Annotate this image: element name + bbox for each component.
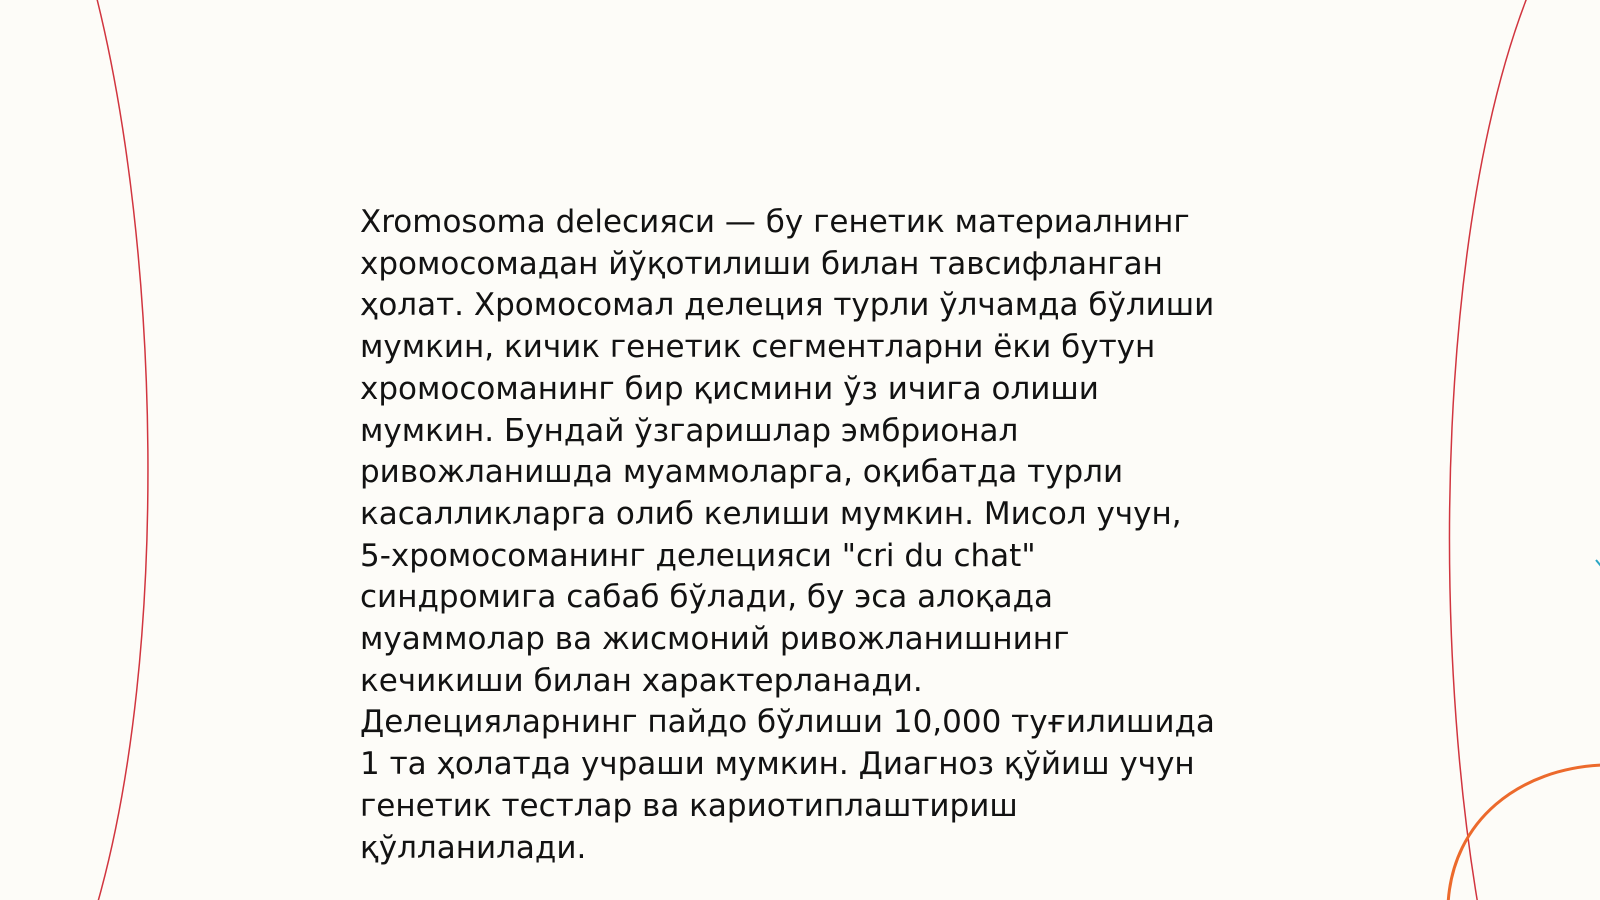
right-curve-line bbox=[1449, 0, 1528, 900]
paragraph-line-14: 1 та ҳолатда учраши мумкин. Диагноз қўйиш учун bbox=[360, 746, 1195, 783]
paragraph-line-11: муаммолар ва жисмоний ривожланишнинг bbox=[360, 621, 1070, 658]
orange-arc bbox=[1448, 765, 1600, 900]
paragraph-line-13: Делецияларнинг пайдо бўлиши 10,000 туғилишида bbox=[360, 704, 1215, 741]
paragraph-line-4: мумкин, кичик генетик сегментларни ёки бутун bbox=[360, 329, 1156, 366]
paragraph-line-12: кечикиши билан характерланади. bbox=[360, 662, 923, 699]
paragraph-line-7: ривожланишда муаммоларга, оқибатда турли bbox=[360, 454, 1124, 491]
paragraph-line-16: қўлланилади. bbox=[360, 829, 587, 866]
paragraph-line-15: генетик тестлар ва кариотиплаштириш bbox=[360, 787, 1018, 824]
paragraph-line-3: ҳолат. Хромосомал делеция турли ўлчамда бўлиши bbox=[360, 287, 1215, 324]
paragraph-line-5: хромосоманинг бир қисмини ўз ичига олиши bbox=[360, 370, 1099, 407]
paragraph-line-6: мумкин. Бундай ўзгаришлар эмбрионал bbox=[360, 412, 1019, 449]
paragraph-line-8: касалликларга олиб келиши мумкин. Мисол учун, bbox=[360, 495, 1182, 532]
paragraph-line-9: 5-хромосоманинг делецияси "cri du chat" bbox=[360, 537, 1036, 574]
left-curve-line bbox=[96, 0, 148, 900]
paragraph-line-10: синдромига сабаб бўлади, бу эса алоқада bbox=[360, 579, 1054, 616]
body-paragraph bbox=[360, 202, 1260, 869]
paragraph-line-1: Xromosoma delecияси — бу генетик материалнинг bbox=[360, 204, 1190, 240]
paragraph-line-2: хромосомадан йўқотилиши билан тавсифланган bbox=[360, 245, 1163, 282]
teal-accent-mark bbox=[1596, 560, 1600, 566]
